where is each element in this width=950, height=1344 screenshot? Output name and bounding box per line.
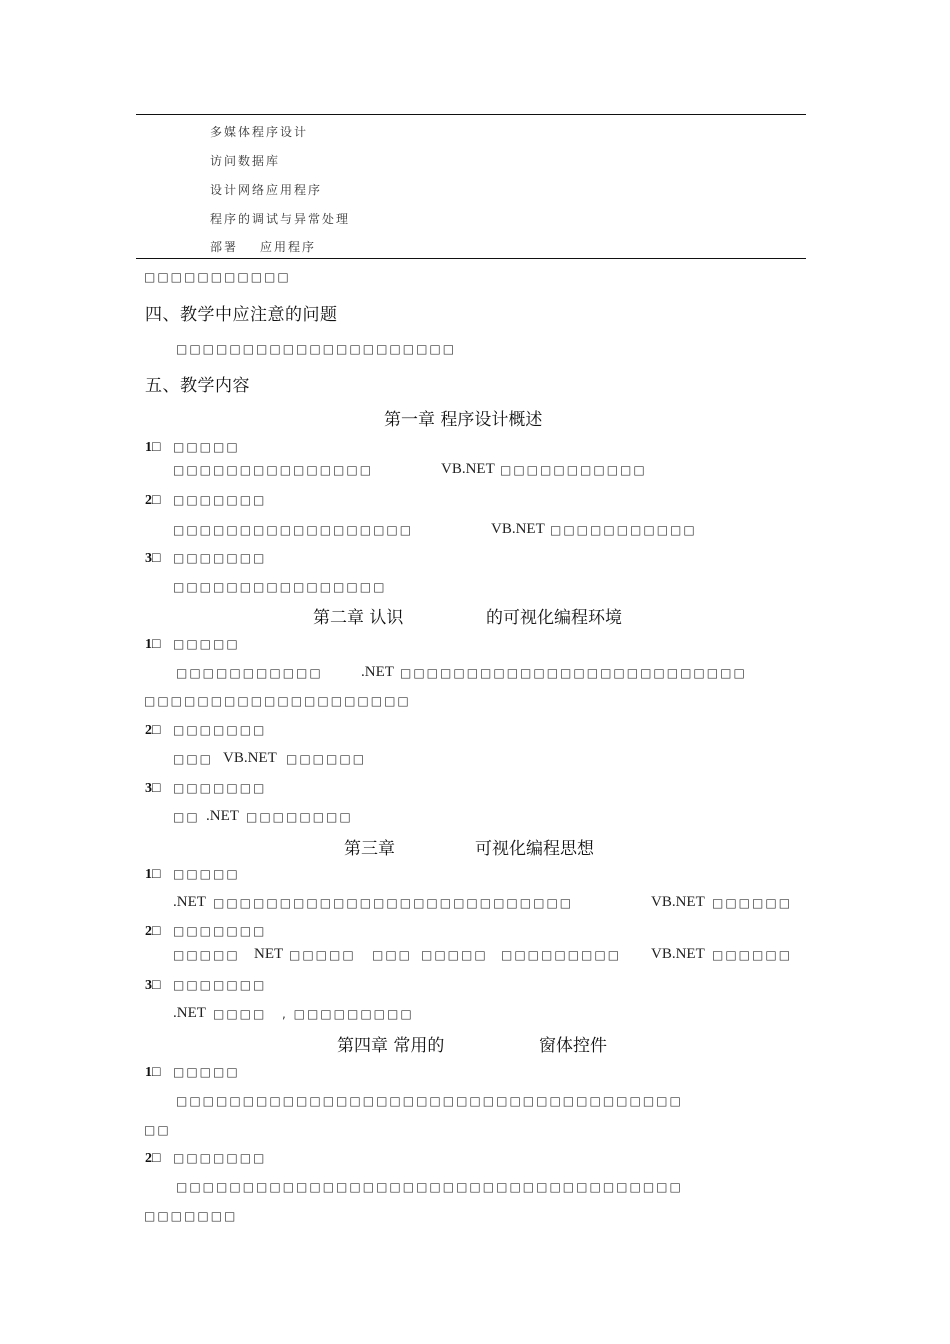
item-text-latin: VB.NET bbox=[223, 750, 277, 766]
item-text: □□□□□□□□□□□□□□□□□□□□□□□□□□□□□□□□□□□□□□ bbox=[176, 1094, 683, 1108]
item-label: □□□□□□□ bbox=[173, 978, 267, 992]
item-number: 2□ bbox=[145, 1151, 161, 1166]
item-text: □□□□□□□□□□□ bbox=[176, 666, 323, 680]
item-label: □□□□□ bbox=[173, 440, 240, 454]
item-number: 2□ bbox=[145, 723, 161, 738]
item-number: 3□ bbox=[145, 781, 161, 796]
item-label: □□□□□ bbox=[173, 867, 240, 881]
item-text: □□□ bbox=[372, 948, 413, 962]
item-text-latin: .NET bbox=[206, 808, 239, 824]
item-text: □□□□□□ bbox=[286, 752, 367, 766]
item-text: □□□□□□□□□□□□□□□□□□□□□□□□□□ bbox=[400, 666, 747, 680]
table-item: 程序的调试与异常处理 bbox=[210, 212, 351, 226]
item-text-latin: .NET bbox=[173, 1005, 206, 1021]
item-text-latin: .NET bbox=[173, 894, 206, 910]
item-text: □□□□□□□ bbox=[144, 1209, 238, 1223]
item-number: 1□ bbox=[145, 440, 161, 455]
item-text: □□□□□□□□□□□ bbox=[550, 523, 697, 537]
item-text: □□□□□□□□□□□ bbox=[500, 463, 647, 477]
item-text: □□□□□□ bbox=[712, 896, 793, 910]
item-number: 2□ bbox=[145, 924, 161, 939]
chapter-title: 第三章 bbox=[344, 839, 395, 859]
item-text-latin: NET bbox=[254, 946, 284, 962]
item-text: □□□□□□□□□□□□□□□□□□□□ bbox=[144, 694, 411, 708]
table-item: 设计网络应用程序 bbox=[210, 183, 323, 197]
chapter-title: 可视化编程思想 bbox=[475, 839, 594, 859]
item-text: □□□□□□□□□□□□□□□ bbox=[173, 463, 374, 477]
item-text-latin: VB.NET bbox=[651, 946, 705, 962]
section-body: □□□□□□□□□□□□□□□□□□□□□ bbox=[176, 342, 457, 356]
item-text: □□ bbox=[144, 1123, 171, 1137]
item-label: □□□□□ bbox=[173, 637, 240, 651]
item-number: 1□ bbox=[145, 637, 161, 652]
item-text: □□□□□□□□□□□□□□□□ bbox=[173, 580, 387, 594]
table-item: 多媒体程序设计 bbox=[210, 125, 309, 139]
section-heading: 五、教学内容 bbox=[145, 376, 250, 396]
item-text: □□□□□□□□□ bbox=[501, 948, 622, 962]
chapter-title: 第二章 认识 bbox=[313, 608, 404, 628]
chapter-title: 窗体控件 bbox=[539, 1036, 607, 1056]
item-number: 3□ bbox=[145, 551, 161, 566]
item-number: 3□ bbox=[145, 978, 161, 993]
item-label: □□□□□□□ bbox=[173, 723, 267, 737]
item-text: □□□□□ bbox=[173, 948, 240, 962]
chapter-title: 第一章 程序设计概述 bbox=[384, 410, 543, 430]
item-number: 1□ bbox=[145, 1065, 161, 1080]
table-item: 访问数据库 bbox=[210, 154, 281, 168]
item-label: □□□□□□□ bbox=[173, 781, 267, 795]
table-bottom-rule bbox=[136, 258, 806, 259]
item-text: □□□□□□□□□□□□□□□□□□ bbox=[173, 523, 414, 537]
item-text-latin: .NET bbox=[361, 664, 394, 680]
chapter-title: 的可视化编程环境 bbox=[486, 608, 622, 628]
item-text-latin: VB.NET bbox=[651, 894, 705, 910]
item-text: □□□□ bbox=[213, 1007, 267, 1021]
item-label: □□□□□□□ bbox=[173, 924, 267, 938]
item-text: □□□□□□□□□□□□□□□□□□□□□□□□□□□ bbox=[213, 896, 574, 910]
item-label: □□□□□□□ bbox=[173, 493, 267, 507]
item-text: □□ bbox=[173, 810, 200, 824]
item-text: □□□□□□ bbox=[712, 948, 793, 962]
table-item: 应用程序 bbox=[260, 240, 317, 254]
item-text: □□□□□□□□ bbox=[246, 810, 353, 824]
item-label: □□□□□ bbox=[173, 1065, 240, 1079]
table-item: 部署 bbox=[210, 240, 239, 254]
item-text: □□□□□ bbox=[289, 948, 356, 962]
chapter-title: 第四章 常用的 bbox=[337, 1036, 445, 1056]
item-text: , □□□□□□□□□ bbox=[282, 1007, 414, 1021]
item-text: □□□□□□□□□□□□□□□□□□□□□□□□□□□□□□□□□□□□□□ bbox=[176, 1180, 683, 1194]
item-text: □□□ bbox=[173, 752, 214, 766]
item-label: □□□□□□□ bbox=[173, 1151, 267, 1165]
note-text: □□□□□□□□□□□ bbox=[144, 270, 291, 284]
section-heading: 四、教学中应注意的问题 bbox=[145, 305, 338, 325]
table-top-rule bbox=[136, 114, 806, 115]
item-text-latin: VB.NET bbox=[441, 461, 495, 477]
item-number: 1□ bbox=[145, 867, 161, 882]
item-label: □□□□□□□ bbox=[173, 551, 267, 565]
item-text: □□□□□ bbox=[421, 948, 488, 962]
item-text-latin: VB.NET bbox=[491, 521, 545, 537]
item-number: 2□ bbox=[145, 493, 161, 508]
